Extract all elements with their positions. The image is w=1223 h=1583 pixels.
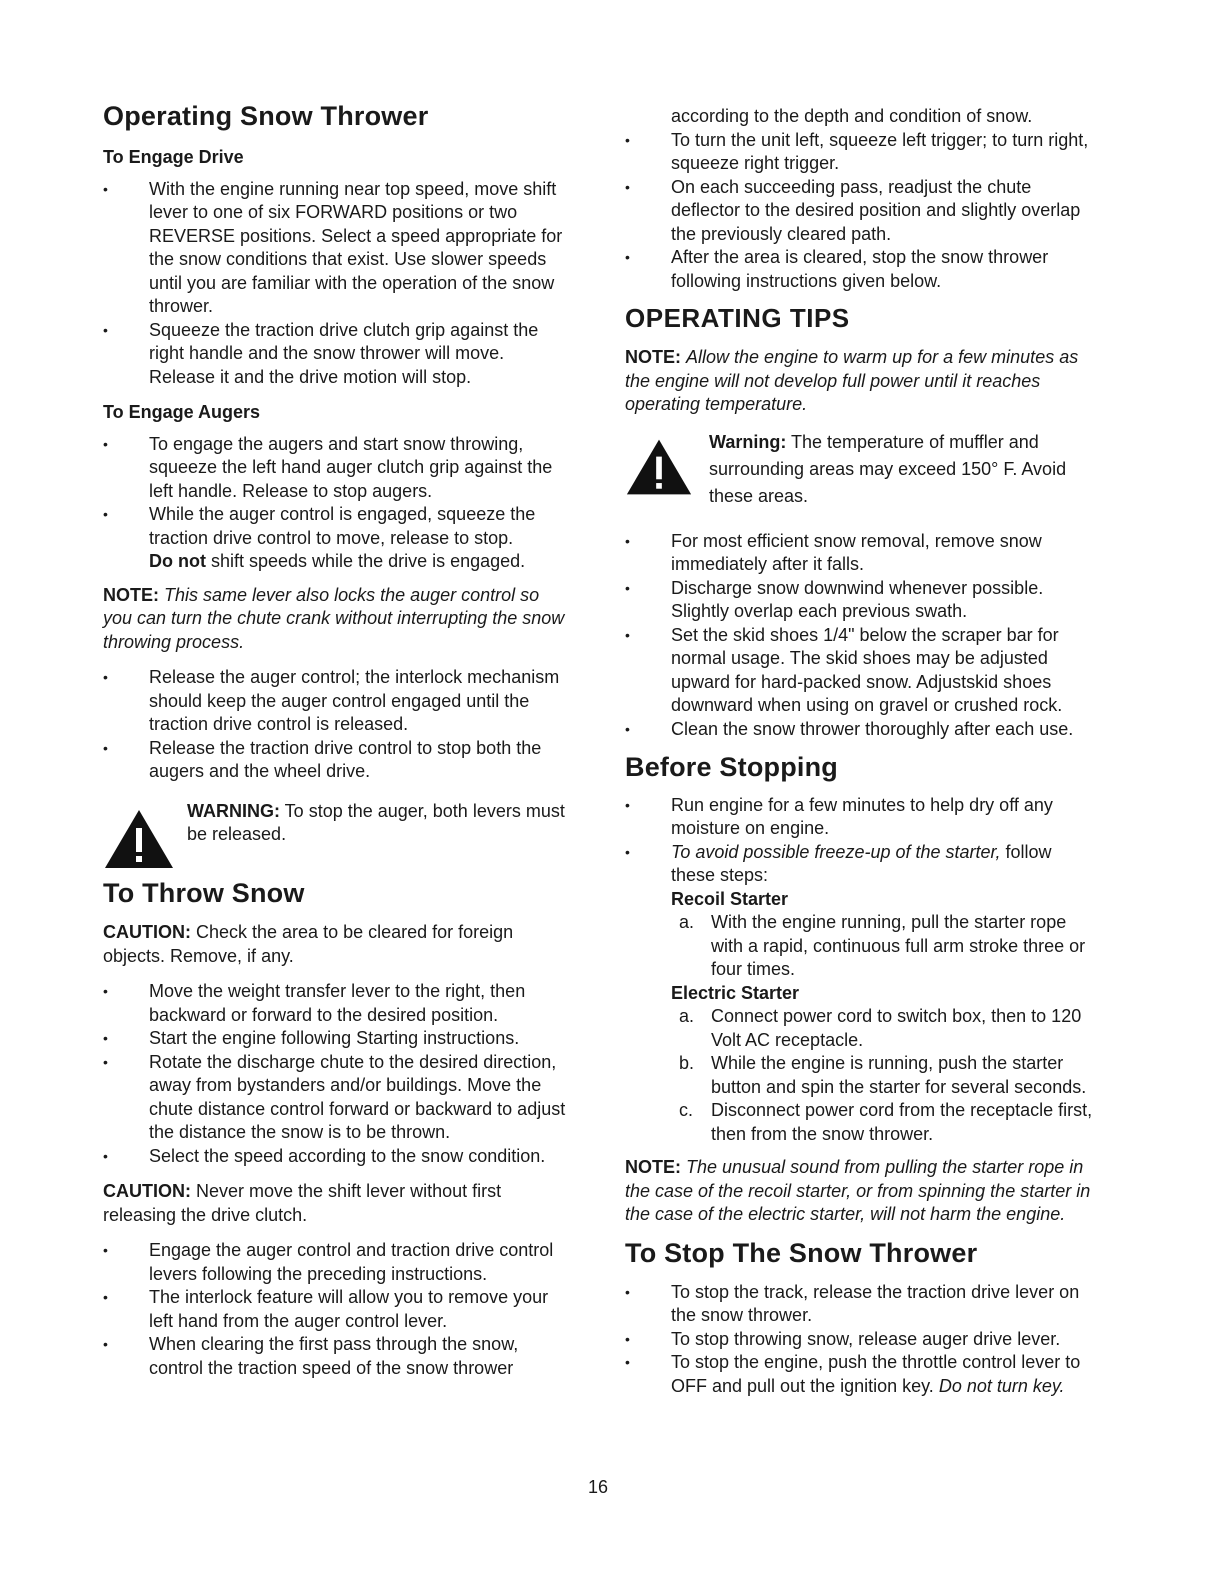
list-item: • On each succeeding pass, readjust the chute deflector to the desired position and slightly overlap the previously cleared path. — [625, 176, 1095, 247]
list-item-text: shift speeds while the drive is engaged. — [205, 551, 526, 572]
note-text: Allow the engine to warm up for a few minutes as the engine will not develop full power until it reaches operating temperature. — [625, 347, 1079, 415]
step-item — [679, 1005, 1095, 1052]
note-text: The unusual sound from pulling the starter rope in the case of the recoil starter, or from spinning the starter in the case of the electric starter, will not harm the engine. — [625, 1157, 1091, 1225]
list-item: • To turn the unit left, squeeze left trigger; to turn right, squeeze right trigger. — [625, 129, 1095, 176]
warning-text-block — [709, 429, 1095, 510]
section-title-operating-tips: OPERATING TIPS — [625, 303, 850, 333]
list-item: • When clearing the first pass through the snow, control the traction speed of the snow thrower — [103, 1333, 573, 1380]
section-title-before-stopping: Before Stopping — [625, 752, 838, 783]
do-not-emphasis: Do not — [149, 551, 206, 572]
step-item — [679, 1052, 1095, 1099]
caution-label: CAUTION: — [103, 1181, 191, 1202]
caution-text: Check the area to be cleared for foreign objects. Remove, if any. — [103, 922, 514, 966]
warning-label: WARNING: — [187, 800, 280, 821]
list-item: • Set the skid shoes 1/4" below the scraper bar for normal usage. The skid shoes may be adjusted upward for hard-packed snow. Adjustskid shoes downward when using on gravel or crushed rock. — [625, 624, 1095, 718]
step-item — [679, 1099, 1095, 1146]
list-item: • To stop throwing snow, release auger drive lever. — [625, 1328, 1095, 1352]
list-item: • With the engine running near top speed, move shift lever to one of six FORWARD positions or two REVERSE positions. Select a speed appropriate for the snow conditions that exist. Use slower speeds until you are familiar with the operation of the snow thrower. — [103, 178, 573, 319]
step-text: With the engine running, pull the starter rope with a rapid, continuous full arm stroke three or four times. — [711, 912, 1086, 980]
list-item: • Start the engine following Starting instructions. — [103, 1027, 573, 1051]
warning-label: Warning: — [709, 431, 787, 452]
warning-icon — [103, 808, 175, 870]
page-number: 16 — [588, 1477, 609, 1497]
caution-shift-lever — [103, 1180, 573, 1227]
section-title-throw-snow: To Throw Snow — [103, 877, 305, 908]
note-label: NOTE: — [625, 347, 681, 368]
note-label: NOTE: — [625, 1157, 681, 1178]
step-item — [679, 911, 1095, 982]
stop-list — [625, 1281, 1095, 1399]
throw-snow-list — [103, 980, 573, 1168]
right-column — [625, 105, 1095, 1398]
recoil-steps — [679, 911, 1095, 982]
list-item: • Run engine for a few minutes to help dry off any moisture on engine. — [625, 794, 1095, 841]
step-marker: b. — [679, 1053, 695, 1074]
caution-text: Never move the shift lever without first releasing the drive clutch. — [103, 1181, 502, 1225]
warning-text: The temperature of muffler and surrounding areas may exceed 150° F. Avoid these areas. — [709, 431, 1067, 506]
note-unusual-sound — [625, 1156, 1095, 1227]
step-marker: a. — [679, 1006, 695, 1027]
warning-text-block — [187, 800, 573, 847]
step-marker: a. — [679, 912, 695, 933]
step-text: Disconnect power cord from the receptacle first, then from the snow thrower. — [711, 1100, 1093, 1144]
list-item-text: follow these steps: — [671, 841, 1052, 886]
continued-text: according to the depth and condition of snow. — [671, 106, 1033, 126]
warning-block — [103, 800, 573, 847]
list-item: • After the area is cleared, stop the snow thrower following instructions given below. — [625, 246, 1095, 293]
electric-starter-heading: Electric Starter — [671, 982, 800, 1003]
list-item: • Select the speed according to the snow condition. — [103, 1145, 573, 1169]
note-chute-crank — [103, 584, 573, 655]
freeze-up-text: To avoid possible freeze-up of the starter, — [671, 841, 1001, 862]
warning-block — [625, 429, 1095, 510]
tips-list — [625, 530, 1095, 742]
list-item — [103, 503, 573, 574]
list-item: • Release the auger control; the interlock mechanism should keep the auger control engaged until the traction drive control is released. — [103, 666, 573, 737]
list-item: • To stop the track, release the traction drive lever on the snow thrower. — [625, 1281, 1095, 1328]
note-warm-up — [625, 346, 1095, 417]
step-marker: c. — [679, 1100, 694, 1121]
list-item — [625, 841, 1095, 888]
interlock-list — [103, 666, 573, 784]
list-item — [625, 1351, 1095, 1398]
recoil-starter-heading: Recoil Starter — [671, 888, 789, 909]
section-title-operating: Operating Snow Thrower — [103, 101, 429, 131]
list-item: • Engage the auger control and traction drive control levers following the preceding instructions. — [103, 1239, 573, 1286]
warning-icon — [625, 437, 693, 497]
engage-augers-list — [103, 433, 573, 574]
list-item: • Move the weight transfer lever to the right, then backward or forward to the desired position. — [103, 980, 573, 1027]
heading-engage-augers: To Engage Augers — [103, 402, 261, 423]
pass-list — [625, 129, 1095, 294]
engage-drive-list — [103, 178, 573, 390]
heading-engage-drive: To Engage Drive — [103, 147, 244, 168]
list-item: • Rotate the discharge chute to the desired direction, away from bystanders and/or buildings. Move the chute distance control forward or backward to adjust the distance the snow is to be thrown. — [103, 1051, 573, 1145]
left-column — [103, 100, 573, 1380]
caution-label: CAUTION: — [103, 922, 191, 943]
throw-snow-list-2 — [103, 1239, 573, 1380]
caution-foreign-objects — [103, 921, 573, 968]
section-title-stop: To Stop The Snow Thrower — [625, 1237, 978, 1268]
list-item: • For most efficient snow removal, remove snow immediately after it falls. — [625, 530, 1095, 577]
do-not-turn-key: Do not turn key. — [938, 1375, 1065, 1396]
list-item: • To engage the augers and start snow throwing, squeeze the left hand auger clutch grip against the left handle. Release to stop augers. — [103, 433, 573, 504]
step-text: Connect power cord to switch box, then to 120 Volt AC receptacle. — [711, 1006, 1082, 1050]
list-item: • Squeeze the traction drive clutch grip against the right handle and the snow thrower will move. Release it and the drive motion will stop. — [103, 319, 573, 390]
step-text: While the engine is running, push the starter button and spin the starter for several seconds. — [711, 1053, 1087, 1097]
note-text: This same lever also locks the auger control so you can turn the chute crank without interrupting the snow throwing process. — [103, 584, 565, 652]
list-item-text: While the auger control is engaged, squeeze the traction drive control to move, release to stop. — [149, 504, 536, 548]
list-item: • Release the traction drive control to stop both the augers and the wheel drive. — [103, 737, 573, 784]
warning-text: To stop the auger, both levers must be released. — [187, 800, 565, 845]
electric-steps — [679, 1005, 1095, 1146]
list-item: • Discharge snow downwind whenever possible. Slightly overlap each previous swath. — [625, 577, 1095, 624]
list-item: • The interlock feature will allow you to remove your left hand from the auger control lever. — [103, 1286, 573, 1333]
list-item: • Clean the snow thrower thoroughly after each use. — [625, 718, 1095, 742]
before-stopping-list — [625, 794, 1095, 888]
note-label: NOTE: — [103, 584, 159, 605]
list-item-text: To stop the engine, push the throttle control lever to OFF and pull out the ignition key. — [671, 1352, 1081, 1396]
